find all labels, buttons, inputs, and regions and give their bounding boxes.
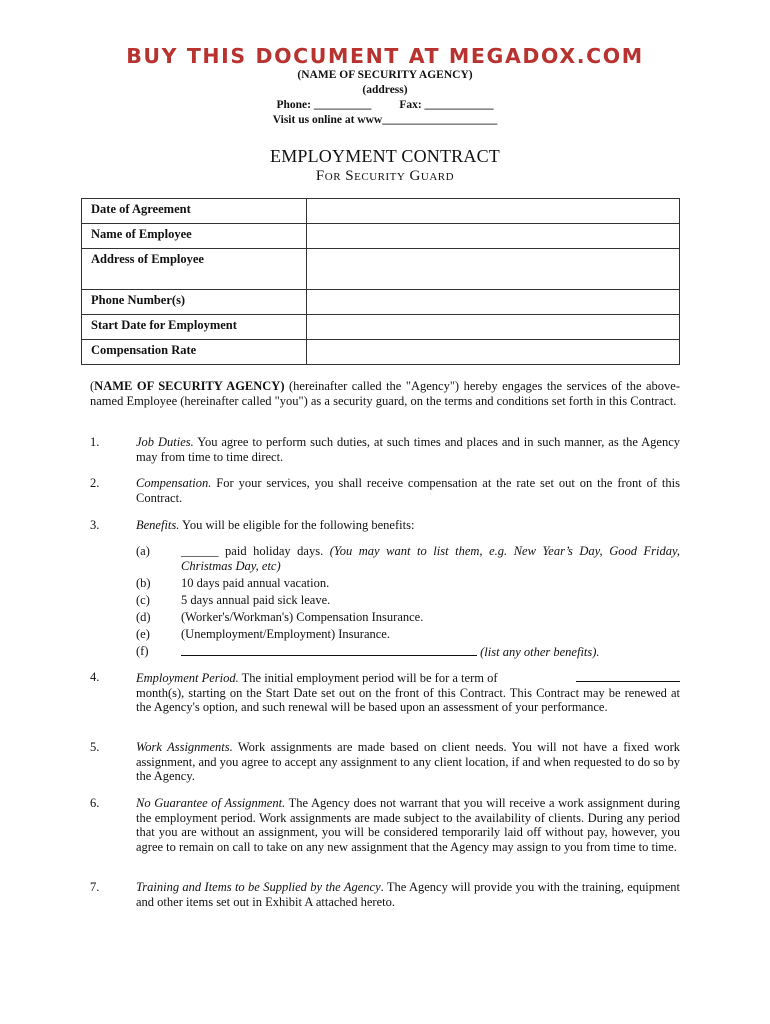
clause-heading: Employment Period. <box>136 671 239 685</box>
row-value[interactable] <box>307 199 680 224</box>
agency-name: (NAME OF SECURITY AGENCY) <box>297 69 473 81</box>
benefit-blank-line[interactable] <box>181 644 477 656</box>
clause-text: You will be eligible for the following benefits: <box>179 518 415 532</box>
agency-address: (address) <box>362 84 408 96</box>
agency-fax: Fax: ____________ <box>399 99 494 111</box>
benefit-text <box>181 644 680 660</box>
benefit-note: (list any other benefits). <box>480 645 600 659</box>
table-row <box>82 315 680 340</box>
clause-body <box>136 880 680 909</box>
benefit-text: 5 days annual paid sick leave. <box>181 593 331 607</box>
clause-heading: Work Assignments. <box>136 740 233 754</box>
agency-header <box>0 68 770 128</box>
clause-number: 2. <box>90 476 100 490</box>
benefit-blank[interactable]: ______ <box>181 544 219 558</box>
row-label: Address of Employee <box>82 249 307 290</box>
clause-lead <box>136 671 498 686</box>
clause-text: The initial employment period will be for a term of <box>238 671 498 685</box>
row-label: Phone Number(s) <box>82 290 307 315</box>
clause-number: 3. <box>90 518 100 532</box>
clause-number: 5. <box>90 740 100 754</box>
row-value[interactable] <box>307 340 680 365</box>
benefit-description: paid holiday days. <box>218 544 330 558</box>
clause-number: 7. <box>90 880 100 894</box>
clause-text: For your services, you shall receive compensation at the rate set out on the front of this Contract. <box>136 476 680 505</box>
agency-website: Visit us online at www____________________ <box>272 114 498 126</box>
contract-info-table <box>81 198 680 365</box>
row-value[interactable] <box>307 249 680 290</box>
benefit-text: (Unemployment/Employment) Insurance. <box>181 627 390 641</box>
table-row <box>82 340 680 365</box>
row-label: Start Date for Employment <box>82 315 307 340</box>
intro-text: (hereinafter called the "Agency") hereby engages the services of the above-named Employee (hereinafter called "you") as a security guard, on the terms and conditions set forth in this Contract. <box>90 379 680 408</box>
document-title: EMPLOYMENT CONTRACT <box>270 146 500 166</box>
intro-paragraph <box>90 379 680 408</box>
agency-phone: Phone: __________ <box>276 99 372 111</box>
row-value[interactable] <box>307 315 680 340</box>
term-blank-line[interactable] <box>576 670 680 682</box>
benefit-text <box>181 544 680 573</box>
clause-number: 6. <box>90 796 100 810</box>
clause-heading: Training and Items to be Supplied by the Agency <box>136 880 381 894</box>
row-value[interactable] <box>307 290 680 315</box>
intro-agency-name: NAME OF SECURITY AGENCY) <box>94 379 285 393</box>
clause-body <box>136 740 680 784</box>
contact-row <box>0 98 770 113</box>
table-row <box>82 249 680 290</box>
clause-body <box>136 518 680 533</box>
clause-number: 4. <box>90 670 100 684</box>
row-label: Name of Employee <box>82 224 307 249</box>
intro-open-paren: ( <box>90 379 95 393</box>
clause-heading: Benefits. <box>136 518 180 532</box>
clause-text: . The Agency will provide you with the training, equipment and other items set out in Exhibit A attached hereto. <box>136 880 680 909</box>
benefit-letter: (a) <box>136 544 150 558</box>
benefit-letter: (c) <box>136 593 150 607</box>
clause-heading: Job Duties. <box>136 435 194 449</box>
clause-text: Work assignments are made based on client needs. You will not have a fixed work assignment, and you agree to accept any assignment to any client location, if and when requested to do so by the Agency. <box>136 740 680 783</box>
benefit-text: (Worker's/Workman's) Compensation Insurance. <box>181 610 424 624</box>
row-label: Compensation Rate <box>82 340 307 365</box>
clause-body <box>136 476 680 505</box>
clause-text: The Agency does not warrant that you will receive a work assignment during the employment period. Work assignments are made subject to the availability of clients. During any period that you are without an assignment, you will be considered temporarily laid off without pay, however, you agree to remain on call to take on any new assignment that the Agency may assign to you from time to time. <box>136 796 680 854</box>
benefit-text: 10 days paid annual vacation. <box>181 576 330 590</box>
benefit-letter: (b) <box>136 576 151 590</box>
document-subtitle: For Security Guard <box>315 168 455 184</box>
clause-number: 1. <box>90 435 100 449</box>
clause-body <box>136 670 680 715</box>
row-label: Date of Agreement <box>82 199 307 224</box>
clause-body <box>136 435 680 464</box>
benefit-letter: (d) <box>136 610 151 624</box>
benefit-letter: (e) <box>136 627 150 641</box>
clause-heading: Compensation. <box>136 476 212 490</box>
benefit-note: (You may want to list them, e.g. New Year’s Day, Good Friday, Christmas Day, etc) <box>181 544 680 573</box>
table-row <box>82 199 680 224</box>
table-row <box>82 224 680 249</box>
clause-text: You agree to perform such duties, at such times and places and in such manner, as the Agency may from time to time direct. <box>136 435 680 464</box>
clause-body <box>136 796 680 854</box>
clause-text-continued: month(s), starting on the Start Date set out on the front of this Contract. This Contract may be renewed at the Agency's option, and such renewal will be based upon an assessment of your performance. <box>136 685 680 714</box>
clause-first-line <box>136 670 680 686</box>
clause-heading: No Guarantee of Assignment. <box>136 796 286 810</box>
benefit-letter: (f) <box>136 644 149 658</box>
watermark-banner: BUY THIS DOCUMENT AT MEGADOX.COM <box>126 44 644 68</box>
table-row <box>82 290 680 315</box>
row-value[interactable] <box>307 224 680 249</box>
